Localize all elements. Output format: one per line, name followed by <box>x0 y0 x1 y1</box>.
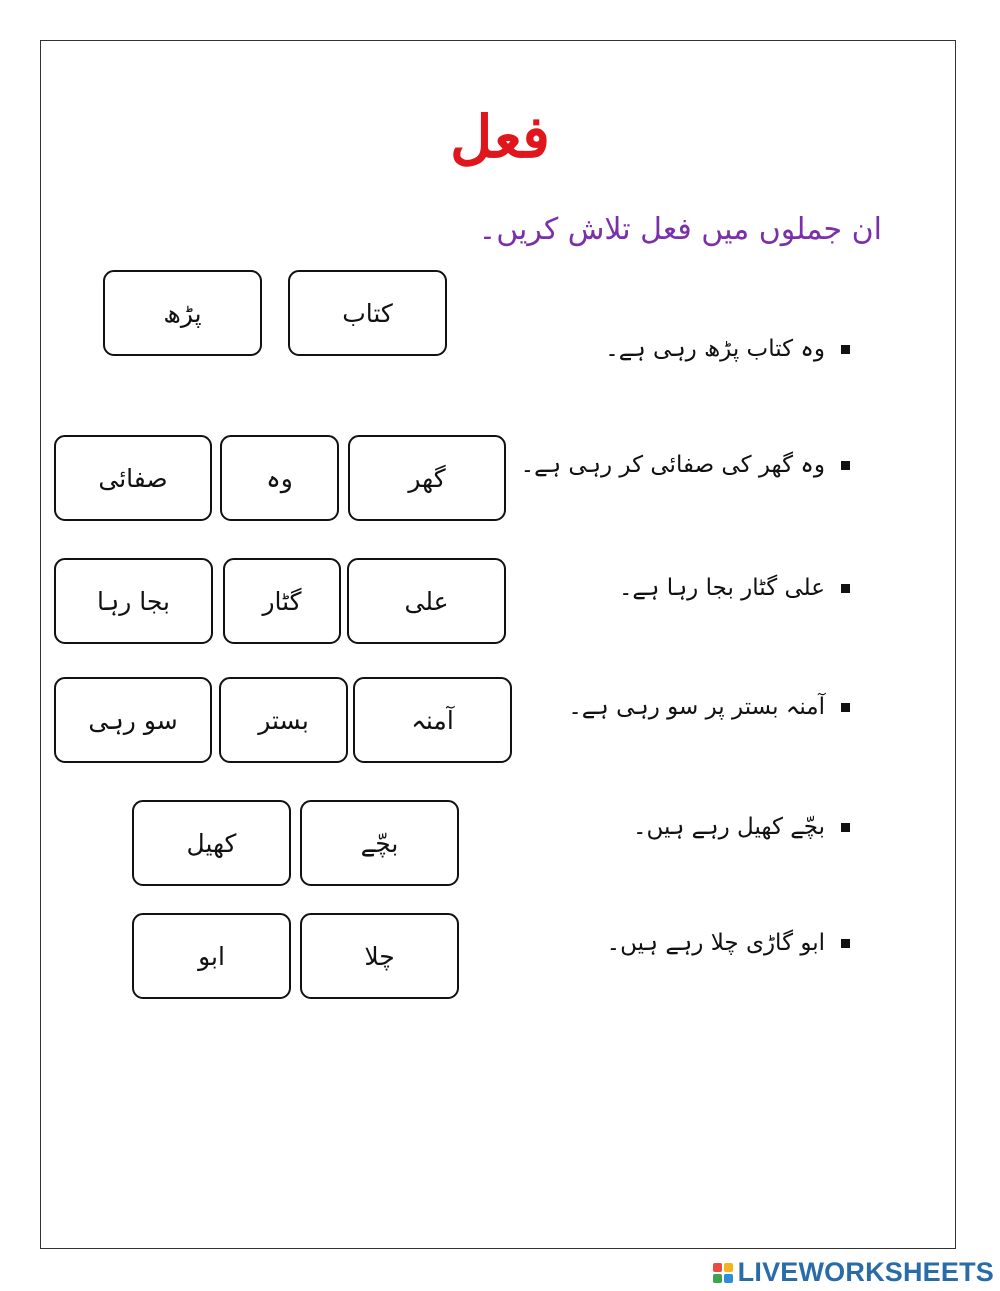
bullet-icon <box>841 703 850 712</box>
answer-box-chala[interactable]: چلا <box>300 913 459 999</box>
sentence-1 <box>605 336 850 362</box>
answer-box-amna[interactable]: آمنہ <box>353 677 512 763</box>
sentence-2 <box>521 452 850 478</box>
sentence-text: وہ گھر کی صفائی کر رہی ہے۔ <box>520 452 825 478</box>
answer-box-safai[interactable]: صفائی <box>54 435 212 521</box>
sentence-6 <box>607 930 850 956</box>
sentence-text: ابو گاڑی چلا رہے ہیں۔ <box>606 930 825 956</box>
sentence-5 <box>633 814 850 840</box>
bullet-icon <box>841 345 850 354</box>
answer-box-abu[interactable]: ابو <box>132 913 291 999</box>
answer-box-ghar[interactable]: گھر <box>348 435 506 521</box>
instruction-text: ان جملوں میں فعل تلاش کریں۔ <box>478 212 882 247</box>
sentence-text: وہ کتاب پڑھ رہی ہے۔ <box>605 336 825 362</box>
answer-box-woh[interactable]: وہ <box>220 435 339 521</box>
sentence-text: علی گٹار بجا رہا ہے۔ <box>618 575 825 601</box>
answer-box-guitar[interactable]: گٹار <box>223 558 341 644</box>
answer-box-bistar[interactable]: بستر <box>219 677 348 763</box>
sentence-3 <box>619 575 850 601</box>
answer-box-khel[interactable]: کھیل <box>132 800 291 886</box>
worksheet-title: فعل <box>450 103 550 171</box>
answer-box-so-rahi[interactable]: سو رہی <box>54 677 212 763</box>
liveworksheets-logo <box>713 1257 994 1288</box>
sentence-text: بچّے کھیل رہے ہیں۔ <box>632 814 825 840</box>
sentence-text: آمنہ بستر پر سو رہی ہے۔ <box>568 694 825 720</box>
answer-box-parh[interactable]: پڑھ <box>103 270 262 356</box>
bullet-icon <box>841 461 850 470</box>
answer-box-baja-raha[interactable]: بجا رہا <box>54 558 213 644</box>
bullet-icon <box>841 823 850 832</box>
logo-grid-icon <box>713 1263 733 1283</box>
sentence-4 <box>568 694 850 720</box>
answer-box-kitab[interactable]: کتاب <box>288 270 447 356</box>
bullet-icon <box>841 939 850 948</box>
bullet-icon <box>841 584 850 593</box>
answer-box-bachche[interactable]: بچّے <box>300 800 459 886</box>
answer-box-ali[interactable]: علی <box>347 558 506 644</box>
brand-name: LIVEWORKSHEETS <box>737 1257 994 1287</box>
